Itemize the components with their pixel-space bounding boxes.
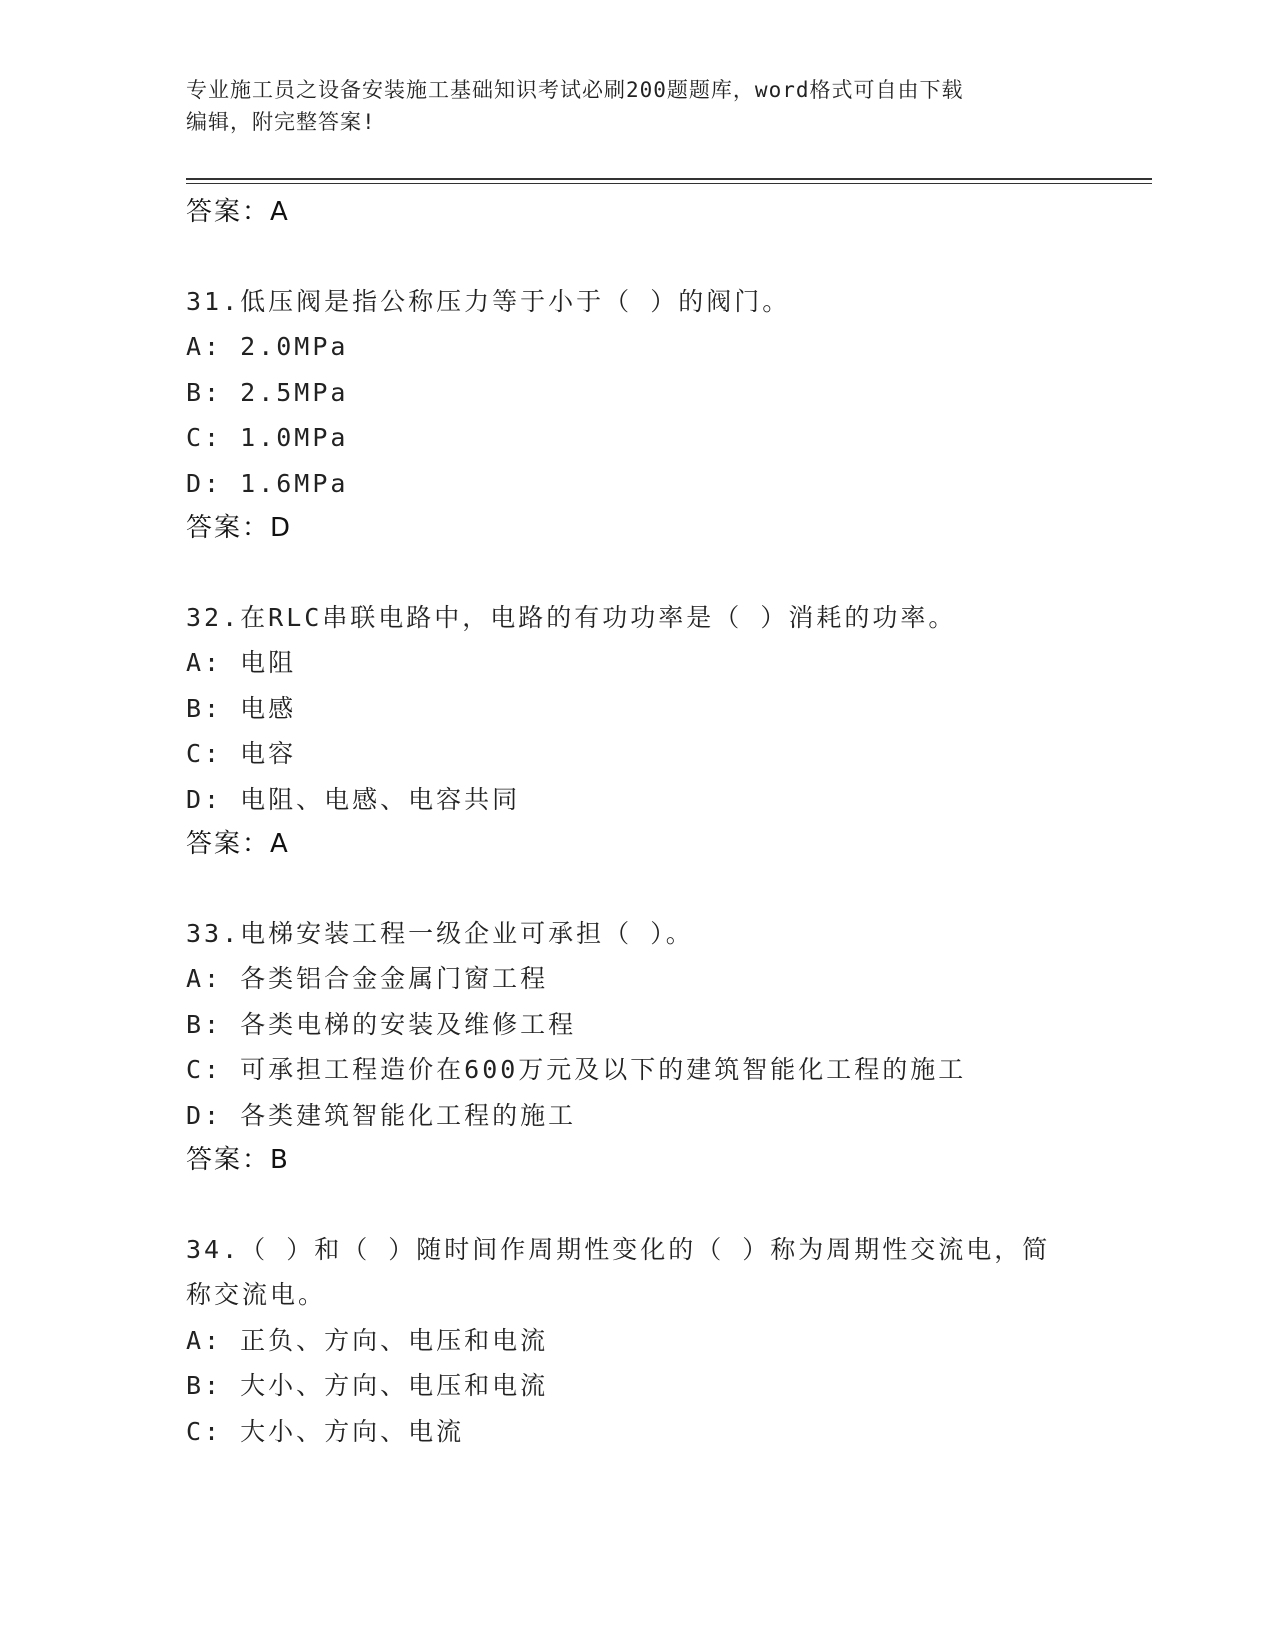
option-c: C: 大小、方向、电流 [186, 1416, 465, 1446]
option-d: D: 电阻、电感、电容共同 [186, 784, 521, 814]
spacer [186, 552, 1086, 595]
header-line-1: 专业施工员之设备安装施工基础知识考试必刷200题题库，word格式可自由下载 [186, 78, 964, 102]
question-block [186, 1227, 1086, 1455]
question-content [186, 190, 1086, 1454]
option-b: B: 各类电梯的安装及维修工程 [186, 1009, 577, 1039]
spacer [186, 236, 1086, 279]
question-stem: 31.低压阀是指公称压力等于小于（ ）的阀门。 [186, 286, 791, 316]
question-stem-line-2: 称交流电。 [186, 1280, 327, 1309]
option-d: D: 1.6MPa [186, 468, 349, 498]
option-d: D: 各类建筑智能化工程的施工 [186, 1100, 577, 1130]
question-block [186, 279, 1086, 552]
answer: 答案：D [186, 513, 293, 543]
option-b: B: 大小、方向、电压和电流 [186, 1371, 549, 1400]
question-stem-line-1: 34.（ ）和（ ）随时间作周期性变化的（ ）称为周期性交流电，简 [186, 1234, 1051, 1264]
option-a: A: 2.0MPa [186, 332, 349, 361]
option-c: C: 可承担工程造价在600万元及以下的建筑智能化工程的施工 [186, 1055, 967, 1084]
answer: 答案：A [186, 829, 290, 859]
option-a: A: 电阻 [186, 648, 297, 677]
previous-answer: 答案：A [186, 197, 290, 227]
option-a: A: 各类铝合金金属门窗工程 [186, 964, 549, 993]
option-c: C: 电容 [186, 739, 297, 768]
document-header [186, 74, 1066, 138]
option-b: B: 2.5MPa [186, 377, 349, 407]
question-block [186, 595, 1086, 868]
option-c: C: 1.0MPa [186, 423, 349, 452]
answer: 答案：B [186, 1145, 290, 1175]
spacer [186, 868, 1086, 911]
question-stem: 33.电梯安装工程一级企业可承担（ ）。 [186, 918, 694, 948]
header-line-2: 编辑，附完整答案! [186, 110, 376, 134]
header-divider-thin [186, 183, 1152, 184]
question-block [186, 911, 1086, 1184]
option-b: B: 电感 [186, 693, 297, 723]
header-divider-thick [186, 178, 1152, 180]
option-a: A: 正负、方向、电压和电流 [186, 1325, 549, 1355]
question-stem: 32.在RLC串联电路中，电路的有功功率是（ ）消耗的功率。 [186, 602, 957, 632]
spacer [186, 1184, 1086, 1227]
